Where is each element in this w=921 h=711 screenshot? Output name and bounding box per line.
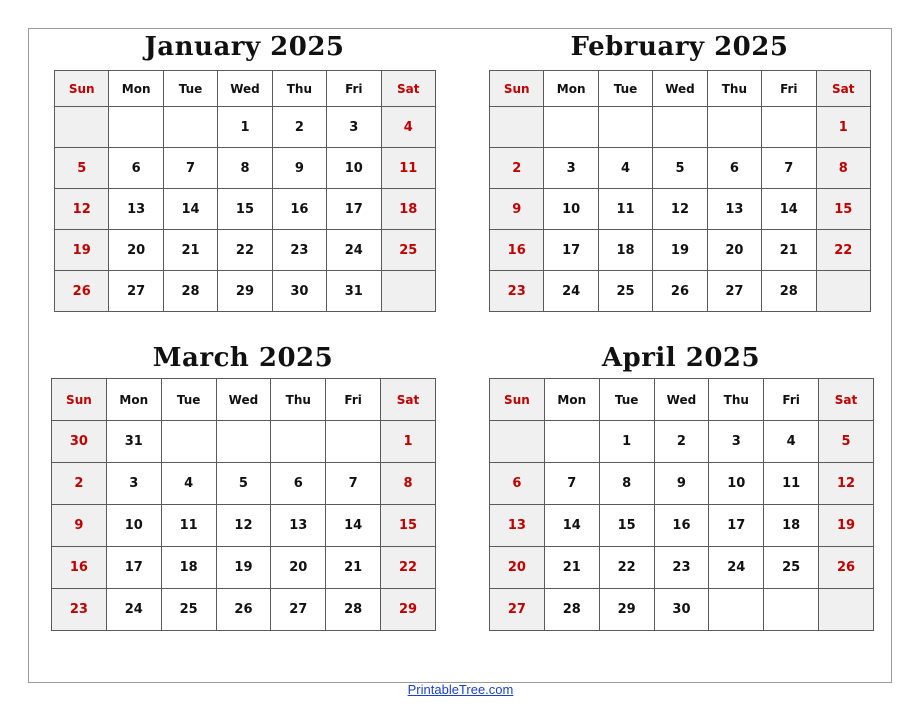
month-grid (51, 378, 436, 631)
day-cell (764, 589, 819, 631)
day-cell: 7 (762, 148, 816, 189)
week-row (55, 271, 436, 312)
week-row (490, 230, 871, 271)
day-cell: 28 (163, 271, 217, 312)
weekday-label: Mon (106, 379, 161, 421)
weekday-label: Wed (218, 71, 272, 107)
weekday-label: Fri (326, 379, 381, 421)
day-cell: 7 (163, 148, 217, 189)
weekday-label: Tue (161, 379, 216, 421)
day-cell: 23 (654, 547, 709, 589)
weekday-label: Mon (544, 379, 599, 421)
day-cell (381, 271, 435, 312)
day-cell: 10 (327, 148, 381, 189)
day-cell: 16 (654, 505, 709, 547)
day-cell (326, 421, 381, 463)
weekday-label: Sat (819, 379, 874, 421)
day-cell: 29 (381, 589, 436, 631)
day-cell (163, 107, 217, 148)
day-cell: 11 (764, 463, 819, 505)
day-cell: 22 (816, 230, 870, 271)
day-cell: 25 (161, 589, 216, 631)
day-cell: 10 (106, 505, 161, 547)
weekday-label: Wed (654, 379, 709, 421)
week-row (55, 230, 436, 271)
day-cell: 18 (764, 505, 819, 547)
day-cell: 9 (490, 189, 544, 230)
day-cell (762, 107, 816, 148)
week-row (55, 107, 436, 148)
day-cell: 30 (272, 271, 326, 312)
week-row (52, 589, 436, 631)
day-cell: 19 (653, 230, 707, 271)
weekday-label: Sat (381, 71, 435, 107)
day-cell: 5 (819, 421, 874, 463)
day-cell: 9 (272, 148, 326, 189)
weekday-label: Tue (598, 71, 652, 107)
day-cell: 23 (490, 271, 544, 312)
day-cell: 10 (544, 189, 598, 230)
day-cell: 4 (381, 107, 435, 148)
day-cell: 3 (106, 463, 161, 505)
week-row (55, 189, 436, 230)
weekday-label: Sat (381, 379, 436, 421)
day-cell: 27 (109, 271, 163, 312)
day-cell: 25 (764, 547, 819, 589)
day-cell (109, 107, 163, 148)
day-cell: 21 (544, 547, 599, 589)
weekday-label: Sun (52, 379, 107, 421)
day-cell: 31 (106, 421, 161, 463)
day-cell: 28 (762, 271, 816, 312)
day-cell: 31 (327, 271, 381, 312)
week-row (490, 505, 874, 547)
day-cell: 19 (819, 505, 874, 547)
day-cell: 21 (326, 547, 381, 589)
day-cell: 11 (381, 148, 435, 189)
day-cell: 9 (654, 463, 709, 505)
day-cell: 1 (816, 107, 870, 148)
month-february (489, 32, 870, 312)
weekday-label: Thu (271, 379, 326, 421)
day-cell: 27 (271, 589, 326, 631)
day-cell: 16 (272, 189, 326, 230)
day-cell: 14 (163, 189, 217, 230)
day-cell (709, 589, 764, 631)
day-cell: 17 (544, 230, 598, 271)
day-cell: 17 (327, 189, 381, 230)
day-cell: 13 (490, 505, 545, 547)
day-cell: 21 (163, 230, 217, 271)
weekday-label: Wed (216, 379, 271, 421)
day-cell: 22 (218, 230, 272, 271)
weekday-label: Fri (762, 71, 816, 107)
weekday-label: Fri (327, 71, 381, 107)
day-cell: 8 (218, 148, 272, 189)
day-cell (216, 421, 271, 463)
day-cell: 12 (819, 463, 874, 505)
day-cell: 24 (544, 271, 598, 312)
weekday-label: Wed (653, 71, 707, 107)
day-cell: 24 (709, 547, 764, 589)
day-cell: 6 (109, 148, 163, 189)
month-title: March 2025 (152, 343, 334, 373)
day-cell (490, 107, 544, 148)
month-title: January 2025 (144, 32, 345, 62)
day-cell: 16 (52, 547, 107, 589)
weekday-label: Fri (764, 379, 819, 421)
day-cell (598, 107, 652, 148)
day-cell: 29 (218, 271, 272, 312)
day-cell (490, 421, 545, 463)
day-cell: 12 (55, 189, 109, 230)
week-row (490, 148, 871, 189)
day-cell: 18 (598, 230, 652, 271)
day-cell (819, 589, 874, 631)
day-cell: 30 (52, 421, 107, 463)
day-cell: 21 (762, 230, 816, 271)
day-cell: 30 (654, 589, 709, 631)
day-cell: 22 (381, 547, 436, 589)
day-cell: 11 (598, 189, 652, 230)
weekday-label: Sun (490, 379, 545, 421)
month-grid (489, 378, 874, 631)
week-row (52, 463, 436, 505)
day-cell: 7 (326, 463, 381, 505)
day-cell: 13 (271, 505, 326, 547)
day-cell: 19 (55, 230, 109, 271)
day-cell: 20 (490, 547, 545, 589)
week-row (52, 547, 436, 589)
day-cell: 18 (381, 189, 435, 230)
day-cell: 14 (326, 505, 381, 547)
day-cell: 19 (216, 547, 271, 589)
day-cell: 3 (709, 421, 764, 463)
day-cell: 27 (490, 589, 545, 631)
day-cell (271, 421, 326, 463)
day-cell (816, 271, 870, 312)
day-cell (707, 107, 761, 148)
day-cell (653, 107, 707, 148)
month-title: February 2025 (570, 32, 789, 62)
weekday-label: Tue (599, 379, 654, 421)
weekday-label: Sun (55, 71, 109, 107)
day-cell: 26 (55, 271, 109, 312)
day-cell: 4 (161, 463, 216, 505)
week-row (490, 463, 874, 505)
day-cell: 6 (271, 463, 326, 505)
day-cell: 2 (52, 463, 107, 505)
day-cell: 14 (762, 189, 816, 230)
day-cell: 6 (707, 148, 761, 189)
month-title: April 2025 (601, 343, 761, 373)
month-grid (489, 70, 871, 312)
day-cell (544, 107, 598, 148)
day-cell: 1 (381, 421, 436, 463)
day-cell: 13 (109, 189, 163, 230)
day-cell: 5 (653, 148, 707, 189)
weekday-header-row (55, 71, 436, 107)
day-cell: 1 (218, 107, 272, 148)
day-cell: 20 (707, 230, 761, 271)
day-cell: 23 (52, 589, 107, 631)
day-cell: 5 (216, 463, 271, 505)
week-row (490, 421, 874, 463)
day-cell: 8 (381, 463, 436, 505)
week-row (52, 505, 436, 547)
week-row (490, 547, 874, 589)
day-cell: 23 (272, 230, 326, 271)
day-cell: 25 (381, 230, 435, 271)
day-cell: 3 (327, 107, 381, 148)
weekday-label: Mon (544, 71, 598, 107)
weekday-label: Sun (490, 71, 544, 107)
week-row (52, 421, 436, 463)
day-cell: 9 (52, 505, 107, 547)
weekday-header-row (490, 71, 871, 107)
day-cell: 12 (653, 189, 707, 230)
day-cell (544, 421, 599, 463)
day-cell: 29 (599, 589, 654, 631)
day-cell (55, 107, 109, 148)
day-cell: 6 (490, 463, 545, 505)
day-cell: 1 (599, 421, 654, 463)
month-grid (54, 70, 436, 312)
day-cell: 10 (709, 463, 764, 505)
day-cell: 15 (218, 189, 272, 230)
day-cell: 26 (653, 271, 707, 312)
day-cell: 2 (490, 148, 544, 189)
day-cell: 12 (216, 505, 271, 547)
month-march (51, 343, 435, 637)
weekday-label: Mon (109, 71, 163, 107)
week-row (490, 107, 871, 148)
weekday-label: Thu (272, 71, 326, 107)
weekday-label: Tue (163, 71, 217, 107)
day-cell: 14 (544, 505, 599, 547)
weekday-header-row (52, 379, 436, 421)
day-cell: 2 (272, 107, 326, 148)
week-row (55, 148, 436, 189)
day-cell: 13 (707, 189, 761, 230)
weekday-label: Thu (709, 379, 764, 421)
week-row (490, 189, 871, 230)
day-cell: 8 (599, 463, 654, 505)
day-cell: 15 (816, 189, 870, 230)
day-cell: 4 (764, 421, 819, 463)
day-cell: 2 (654, 421, 709, 463)
day-cell: 4 (598, 148, 652, 189)
day-cell: 26 (216, 589, 271, 631)
day-cell: 25 (598, 271, 652, 312)
day-cell: 15 (599, 505, 654, 547)
month-january (54, 32, 435, 312)
day-cell: 28 (326, 589, 381, 631)
day-cell: 5 (55, 148, 109, 189)
weekday-header-row (490, 379, 874, 421)
day-cell: 18 (161, 547, 216, 589)
month-april (489, 343, 873, 637)
weekday-label: Sat (816, 71, 870, 107)
day-cell: 28 (544, 589, 599, 631)
day-cell: 16 (490, 230, 544, 271)
day-cell: 24 (106, 589, 161, 631)
printabletree-link[interactable]: PrintableTree.com (407, 682, 514, 697)
day-cell: 27 (707, 271, 761, 312)
day-cell: 15 (381, 505, 436, 547)
day-cell: 20 (271, 547, 326, 589)
day-cell: 22 (599, 547, 654, 589)
day-cell: 20 (109, 230, 163, 271)
day-cell: 17 (106, 547, 161, 589)
day-cell: 3 (544, 148, 598, 189)
week-row (490, 271, 871, 312)
day-cell (161, 421, 216, 463)
day-cell: 26 (819, 547, 874, 589)
day-cell: 11 (161, 505, 216, 547)
day-cell: 24 (327, 230, 381, 271)
day-cell: 8 (816, 148, 870, 189)
day-cell: 7 (544, 463, 599, 505)
day-cell: 17 (709, 505, 764, 547)
week-row (490, 589, 874, 631)
weekday-label: Thu (707, 71, 761, 107)
